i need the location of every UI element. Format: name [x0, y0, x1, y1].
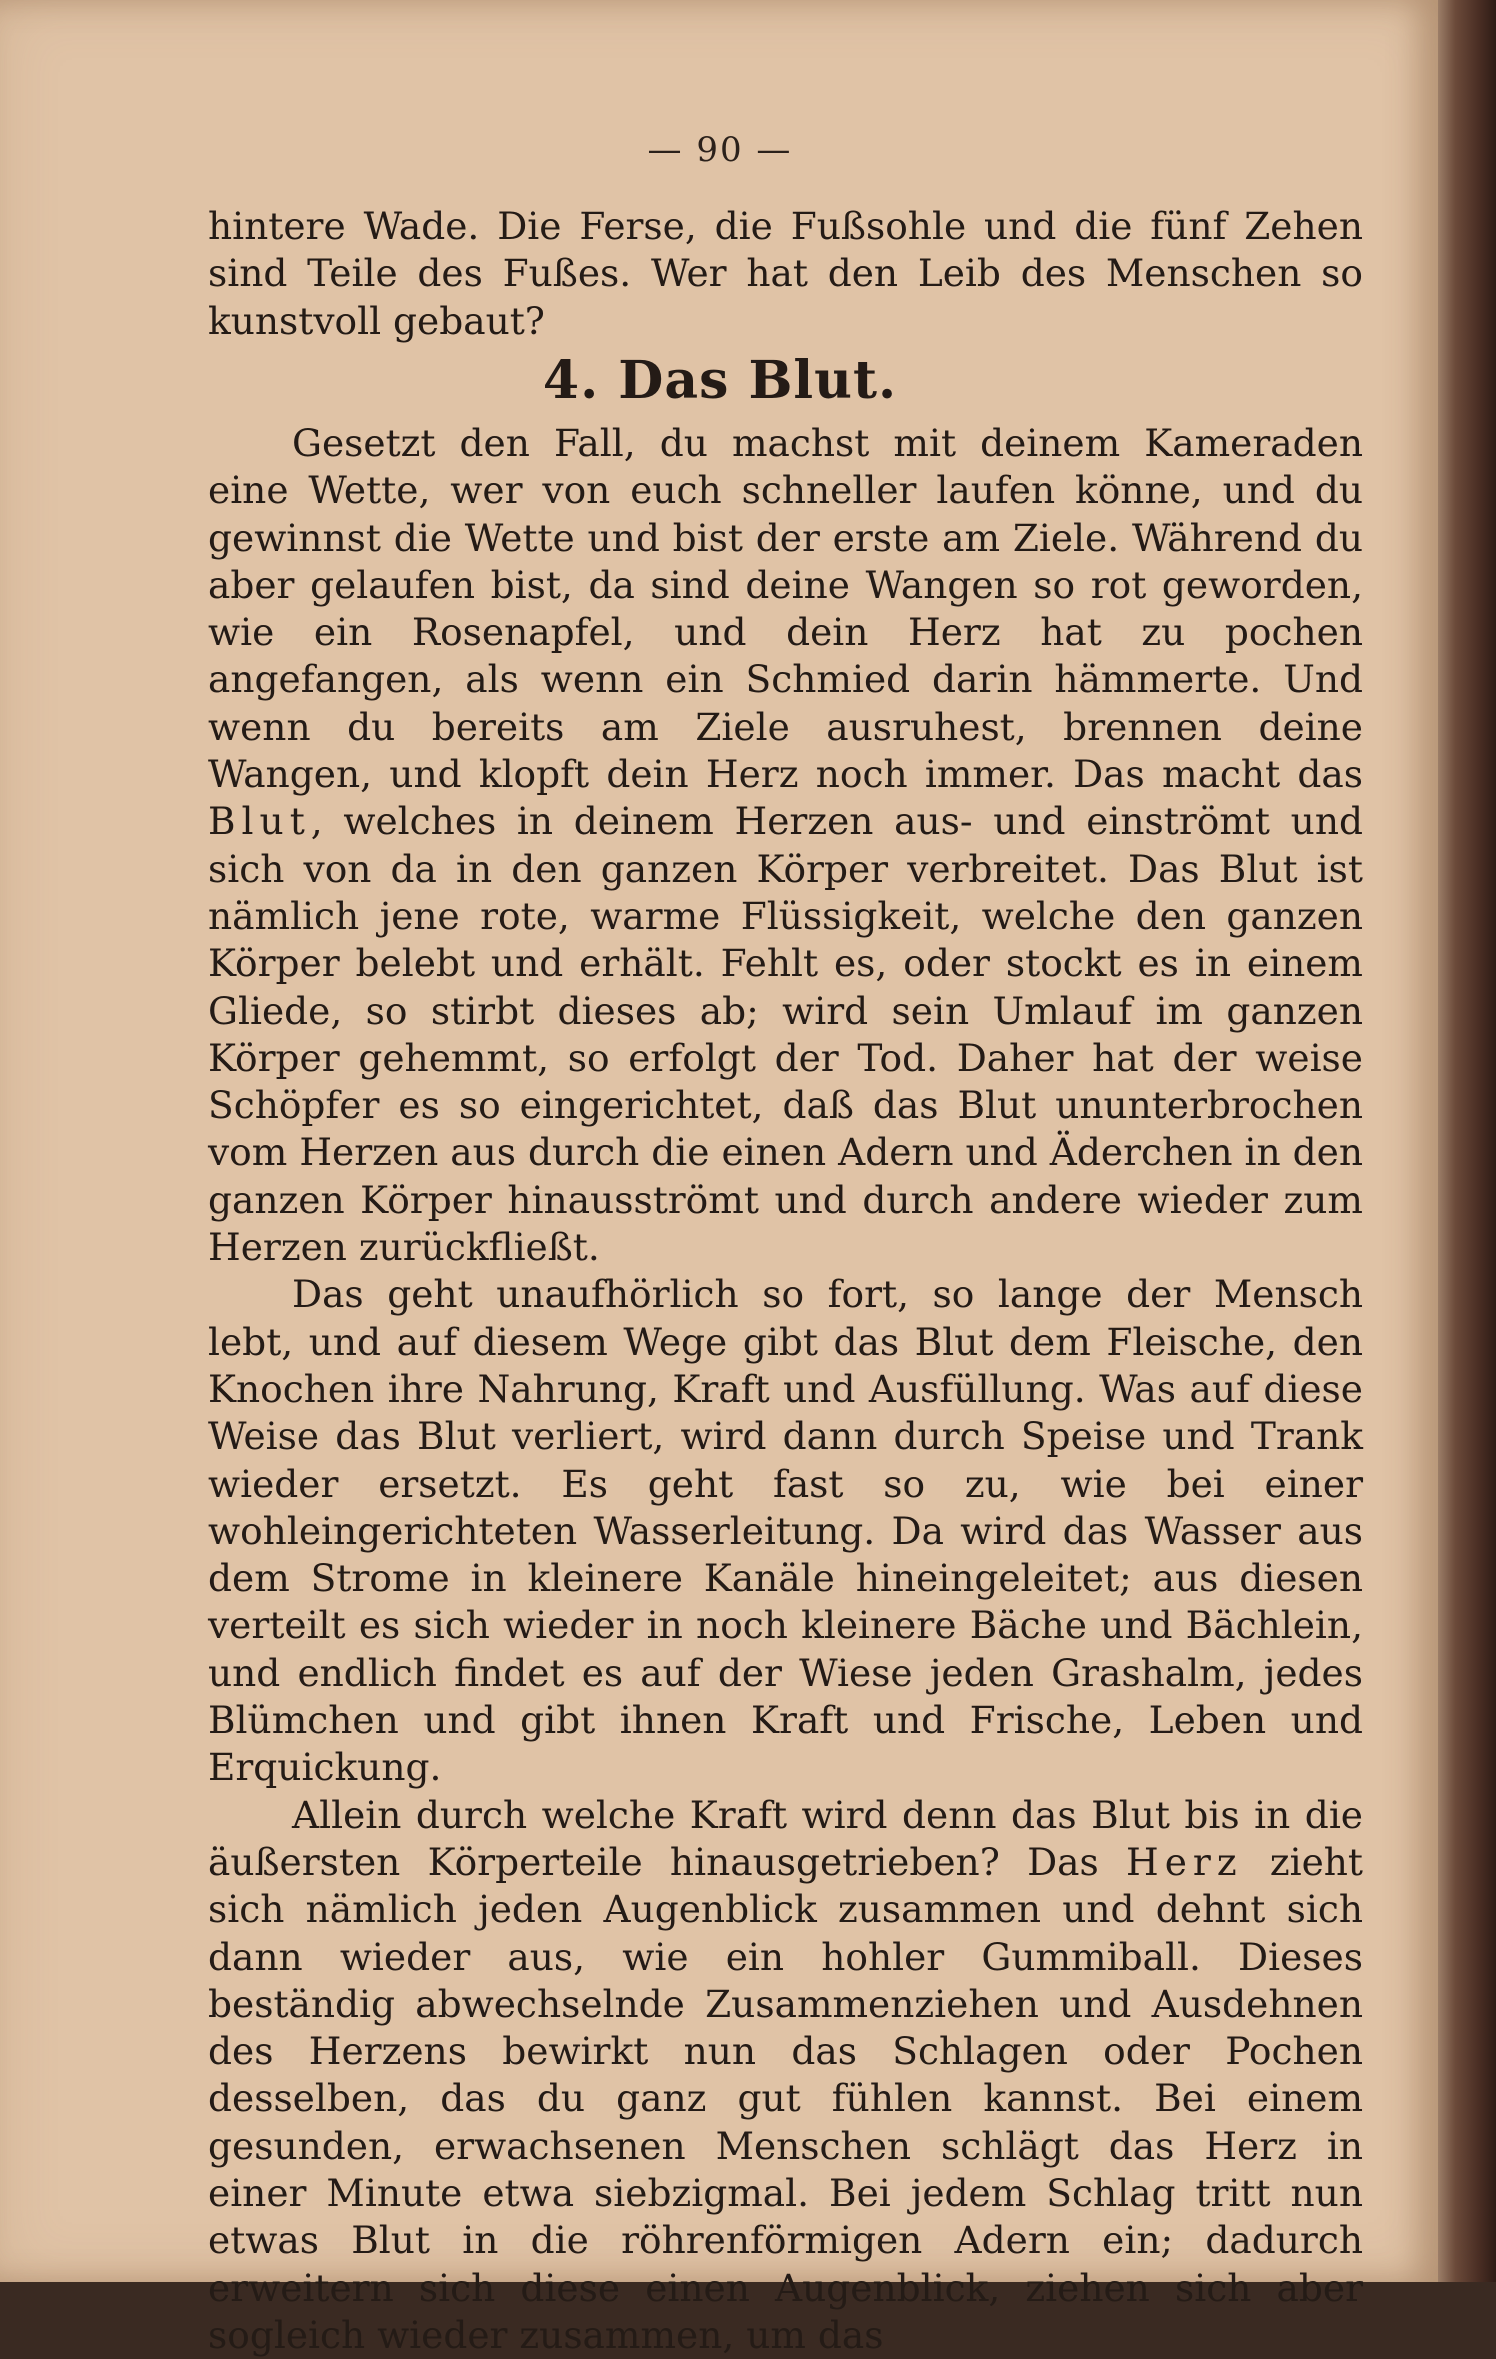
paragraph-1 — [208, 420, 1363, 1271]
paragraph-3 — [208, 1792, 1363, 2359]
section-body — [208, 420, 1363, 2359]
paragraph-1-text-after: , welches in deinem Herzen aus- und einströmt und sich von da in den ganzen Körper verbreitet. Das Blut ist nämlich jene rote, warme Flüssigkeit, welche den ganzen Körper belebt und erhält. Fehlt es, oder stockt es in einem Gliede, so stirbt dieses ab; wird sein Umlauf im ganzen Körper gehemmt, so erfolgt der Tod. Daher hat der weise Schöpfer es so eingerichtet, daß das Blut ununterbrochen vom Herzen aus durch die einen Adern und Äderchen in den ganzen Körper hinausströmt und durch andere wieder zum Herzen zurückfließt. — [208, 799, 1363, 1270]
page-number: — 90 — — [647, 130, 793, 170]
paragraph-2-text: Das geht unaufhörlich so fort, so lange der Mensch lebt, und auf diesem Wege gibt das Blut dem Fleische, den Knochen ihre Nahrung, Kraft und Ausfüllung. Was auf diese Weise das Blut verliert, wird dann durch Speise und Trank wieder ersetzt. Es geht fast so zu, wie bei einer wohleingerichteten Wasserleitung. Da wird das Wasser aus dem Strome in kleinere Kanäle hineingeleitet; aus diesen verteilt es sich wieder in noch kleinere Bäche und Bächlein, und endlich findet es auf der Wiese jeden Grashalm, jedes Blümchen und gibt ihnen Kraft und Frische, Leben und Erquickung. — [208, 1272, 1363, 1790]
paragraph-3-text-before: Allein durch welche Kraft wird denn das Blut bis in die äußersten Körperteile hinausgetrieben? Das — [208, 1792, 1363, 1884]
paragraph-3-text-after: zieht sich nämlich jeden Augenblick zusammen und dehnt sich dann wieder aus, wie ein hohler Gummiball. Dieses beständig abwechselnde Zusammenziehen und Ausdehnen des Herzens bewirkt nun das Schlagen oder Pochen desselben, das du ganz gut fühlen kannst. Bei einem gesunden, erwachsenen Menschen schlägt das Herz in einer Minute etwa siebzigmal. Bei jedem Schlag tritt nun etwas Blut in die röhrenförmigen Adern ein; dadurch erweitern sich diese einen Augenblick, ziehen sich aber sogleich wieder zusammen, um das — [208, 1839, 1363, 2357]
paragraph-1-text-before: Gesetzt den Fall, du machst mit deinem Kameraden eine Wette, wer von euch schneller laufen könne, und du gewinnst die Wette und bist der erste am Ziele. Während du aber gelaufen bist, da sind deine Wangen so rot geworden, wie ein Rosenapfel, und dein Herz hat zu pochen angefangen, als wenn ein Schmied darin hämmerte. Und wenn du bereits am Ziele ausruhest, brennen deine Wangen, und klopft dein Herz noch immer. Das macht das — [208, 421, 1363, 797]
continuation-text: hintere Wade. Die Ferse, die Fußsohle und die fünf Zehen sind Teile des Fußes. Wer hat den Leib des Menschen so kunstvoll gebaut? — [208, 204, 1363, 343]
section-heading: 4. Das Blut. — [542, 350, 898, 411]
book-spine-edge — [1438, 0, 1496, 2282]
paragraph-2 — [208, 1271, 1363, 1791]
emphasized-word-blut: Blut — [208, 799, 311, 844]
emphasized-word-herz: Herz — [1126, 1839, 1243, 1884]
